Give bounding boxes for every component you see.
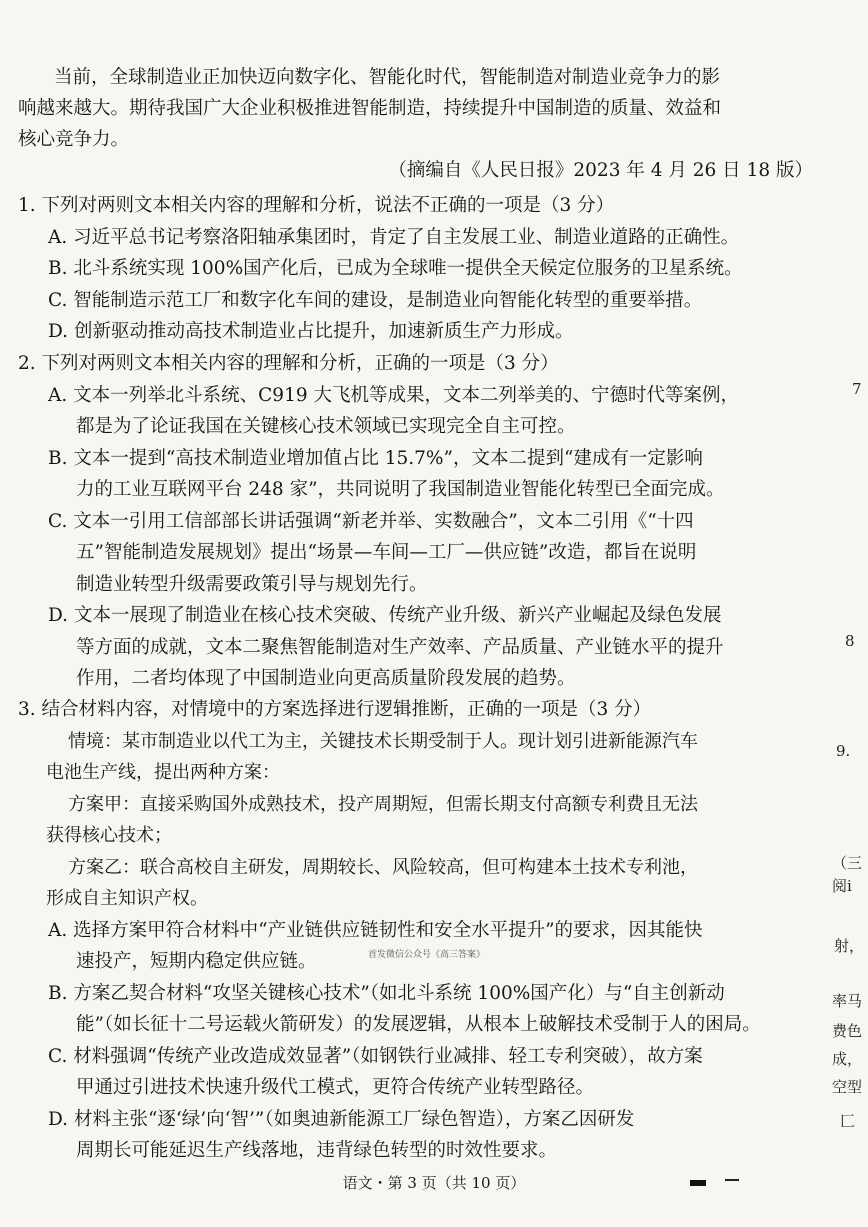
edge-fragment: 7 (852, 380, 862, 398)
edge-fragment: 匚 (840, 1112, 856, 1130)
option-text: 文本一展现了制造业在核心技术突破、传统产业升级、新兴产业崛起及绿色发展 (73, 605, 722, 626)
edge-fragment: 阅i (832, 877, 852, 895)
option-letter: C. (48, 510, 68, 532)
source-citation: （摘编自《人民日报》2023 年 4 月 26 日 18 版） (388, 160, 813, 181)
option-text-cont: 都是为了论证我国在关键核心技术领域已实现完全自主可控。 (76, 416, 576, 437)
edge-fragment: 空型 (832, 1078, 863, 1096)
question-1 (18, 190, 818, 348)
scenario-line: 方案乙：联合高校自主研发，周期较长、风险较高，但可构建本土技术专利池， (68, 856, 698, 878)
option-text: 材料主张“逐‘绿’向‘智’”（如奥迪新能源工厂绿色智造），方案乙因研发 (73, 1108, 635, 1130)
option-text: 北斗系统实现 100%国产化后，已成为全球唯一提供全天候定位服务的卫星系统。 (73, 258, 743, 279)
option-text-cont: 力的工业互联网平台 248 家”，共同说明了我国制造业智能化转型已全面完成。 (76, 479, 725, 500)
printer-mark (725, 1179, 739, 1181)
option-text: 材料强调“传统产业改造成效显著”（如钢铁行业减排、轻工专利突破），故方案 (73, 1045, 703, 1067)
question-3 (18, 694, 818, 1167)
option-c (18, 506, 818, 601)
option-c (18, 1041, 818, 1104)
option-letter: B. (48, 982, 68, 1004)
intro-line: 核心竞争力。 (18, 129, 130, 150)
question-2 (18, 348, 818, 695)
option-b (18, 443, 818, 506)
scenario-line: 电池生产线，提出两种方案： (46, 762, 280, 783)
option-letter: B. (48, 447, 68, 469)
option-a (18, 915, 818, 978)
option-b (18, 253, 818, 285)
option-text-cont: 周期长可能延迟生产线落地，违背绿色转型的时效性要求。 (76, 1140, 558, 1161)
scenario-line: 形成自主知识产权。 (46, 888, 208, 909)
question-stem: 3. 结合材料内容，对情境中的方案选择进行逻辑推断，正确的一项是（3 分） (18, 699, 652, 720)
option-c (18, 285, 818, 317)
option-letter: C. (48, 1045, 68, 1067)
option-letter: D. (48, 1108, 69, 1130)
option-text-cont: 甲通过引进技术快速升级代工模式，更符合传统产业转型路径。 (76, 1077, 595, 1098)
page-footer: 语文・第 3 页（共 10 页） (342, 1174, 526, 1192)
option-letter: A. (48, 919, 68, 941)
scenario-block (18, 726, 818, 915)
option-text-cont: 能”（如长征十二号运载火箭研发）的发展逻辑，从根本上破解技术受制于人的困局。 (76, 1014, 761, 1035)
option-text: 习近平总书记考察洛阳轴承集团时，肯定了自主发展工业、制造业道路的正确性。 (73, 226, 740, 248)
option-d (18, 1104, 818, 1167)
option-text: 创新驱动推动高技术制造业占比提升，加速新质生产力形成。 (73, 321, 574, 342)
option-b (18, 978, 818, 1041)
option-letter: A. (48, 384, 68, 406)
option-text-cont: 制造业转型升级需要政策引导与规划先行。 (76, 573, 428, 595)
option-letter: A. (48, 226, 68, 248)
option-text: 选择方案甲符合材料中“产业链供应链韧性和安全水平提升”的要求，因其能快 (73, 919, 703, 941)
scenario-line: 获得核心技术； (46, 825, 172, 846)
edge-fragment: 射， (834, 937, 865, 955)
option-letter: C. (48, 289, 68, 311)
intro-line: 响越来越大。期待我国广大企业积极推进智能制造，持续提升中国制造的质量、效益和 (18, 98, 722, 119)
intro-paragraph (18, 62, 813, 186)
option-d (18, 316, 818, 348)
option-text-cont: 速投产，短期内稳定供应链。 (76, 951, 317, 972)
edge-fragment: （三 (832, 854, 863, 872)
edge-fragment: 率马 (832, 992, 863, 1010)
option-d (18, 600, 818, 695)
option-a (18, 380, 818, 443)
intro-line: 当前，全球制造业正加快迈向数字化、智能化时代，智能制造对制造业竞争力的影 (54, 67, 721, 88)
scenario-line: 情境：某市制造业以代工为主，关键技术长期受制于人。现计划引进新能源汽车 (68, 730, 698, 752)
edge-fragment: 8 (845, 632, 855, 650)
option-text: 文本一提到“高技术制造业增加值占比 15.7%”，文本二提到“建成有一定影响 (73, 447, 703, 469)
option-a (18, 222, 818, 254)
option-letter: D. (48, 321, 69, 342)
printer-mark (690, 1180, 706, 1186)
question-stem: 2. 下列对两则文本相关内容的理解和分析，正确的一项是（3 分） (18, 353, 559, 374)
option-text: 文本一引用工信部部长讲话强调“新老并举、实数融合”，文本二引用《“十四 (73, 510, 694, 532)
watermark-text: 首发微信公众号《高三答案》 (368, 950, 486, 960)
option-text-cont: 五”智能制造发展规划》提出“场景—车间—工厂—供应链”改造，都旨在说明 (76, 542, 697, 563)
option-text: 文本一列举北斗系统、C919 大飞机等成果，文本二列举美的、宁德时代等案例， (73, 384, 739, 406)
edge-fragment: 成， (832, 1050, 863, 1068)
option-text-cont: 等方面的成就，文本二聚焦智能制造对生产效率、产品质量、产业链水平的提升 (76, 636, 724, 658)
option-text: 智能制造示范工厂和数字化车间的建设，是制造业向智能化转型的重要举措。 (73, 289, 703, 311)
option-text-cont: 作用，二者均体现了中国制造业向更高质量阶段发展的趋势。 (76, 668, 576, 689)
scenario-line: 方案甲：直接采购国外成熟技术，投产周期短，但需长期支付高额专利费且无法 (68, 793, 698, 815)
option-letter: D. (48, 605, 69, 626)
edge-fragment: 费色 (832, 1022, 863, 1040)
option-text: 方案乙契合材料“攻坚关键核心技术”（如北斗系统 100%国产化）与“自主创新动 (73, 982, 725, 1004)
question-stem: 1. 下列对两则文本相关内容的理解和分析，说法不正确的一项是（3 分） (18, 195, 615, 216)
edge-fragment: 9. (836, 742, 851, 760)
option-letter: B. (48, 258, 68, 279)
